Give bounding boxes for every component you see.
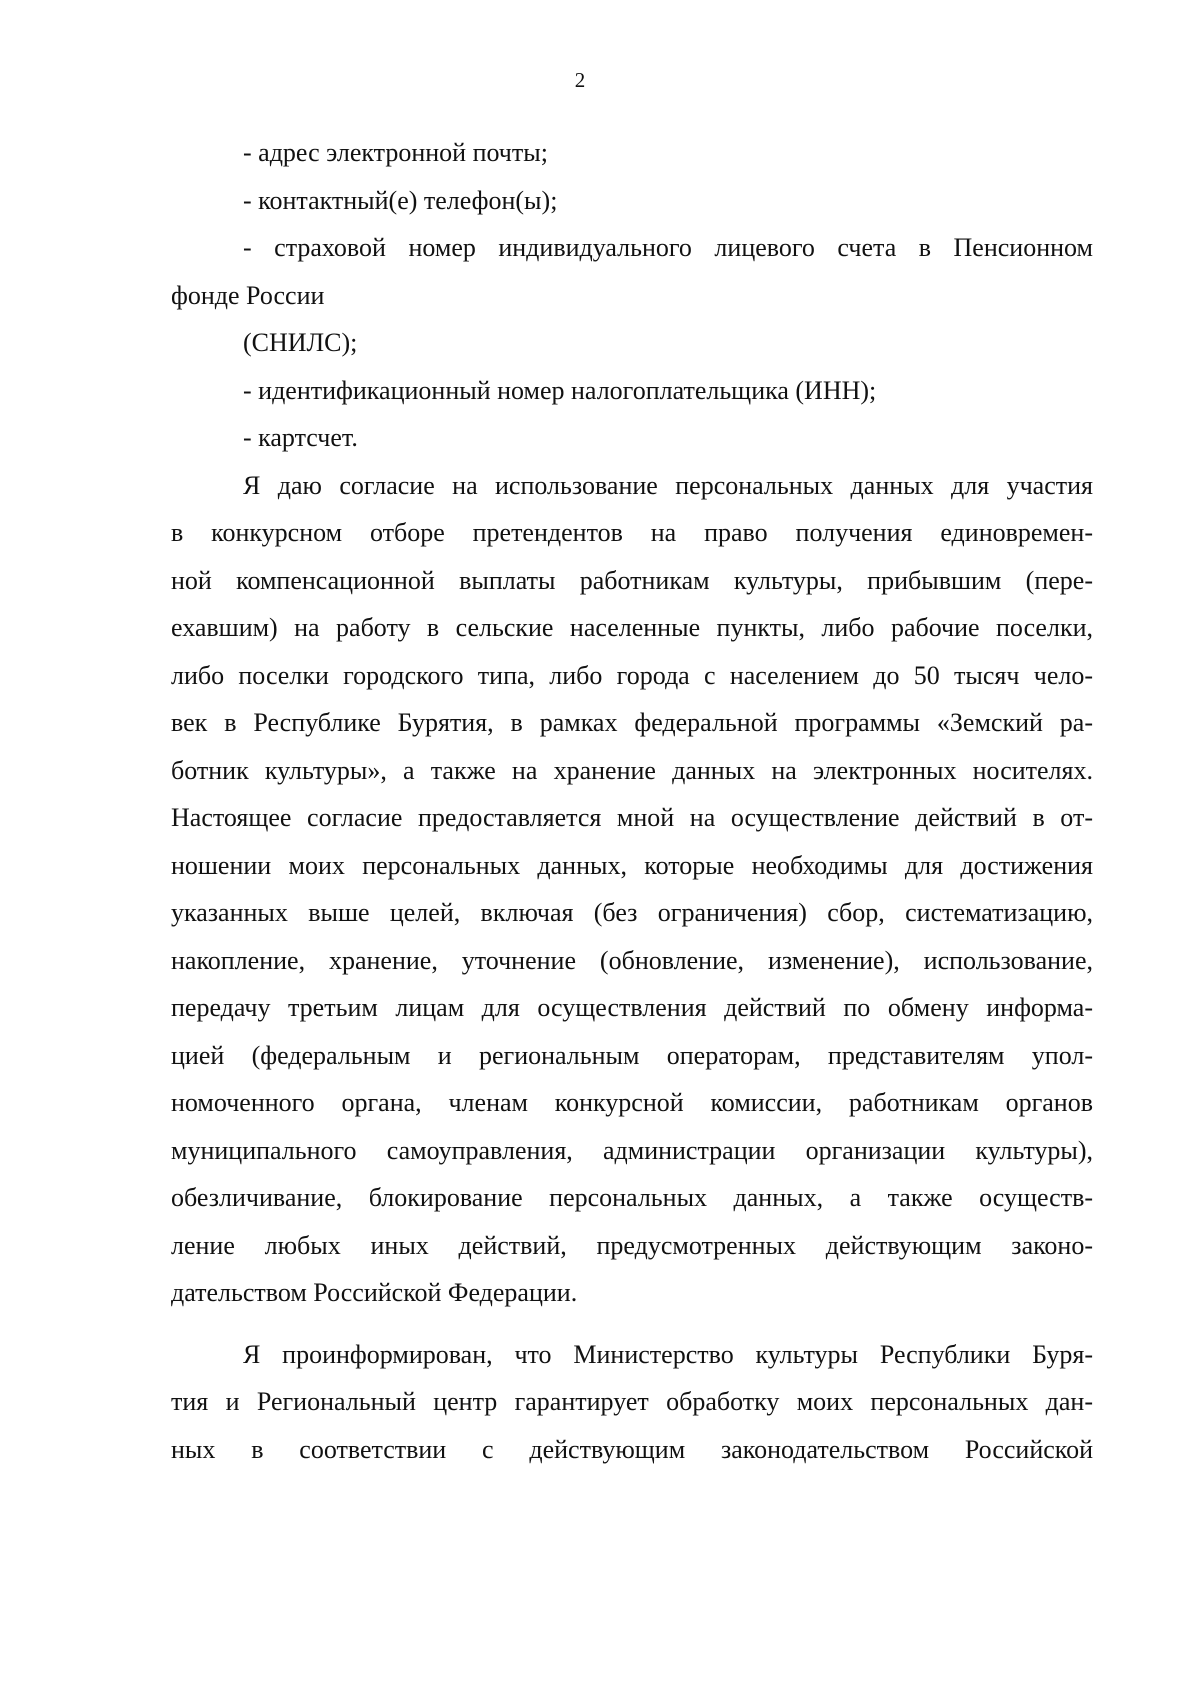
info-paragraph-line: ных в соответствии с действующим законодательством Российской: [171, 1434, 1093, 1464]
consent-paragraph-line: обезличивание, блокирование персональных данных, а также осуществ-: [171, 1183, 1093, 1212]
page-number: 2: [574, 68, 586, 92]
paragraph-gap: [171, 1317, 1093, 1331]
consent-paragraph-line: Настоящее согласие предоставляется мной на осуществление действий в от-: [171, 803, 1093, 832]
consent-paragraph-line: в конкурсном отборе претендентов на право получения единовремен-: [171, 518, 1093, 547]
consent-paragraph-line: муниципального самоуправления, администрации организации культуры),: [171, 1135, 1093, 1165]
consent-paragraph-line: передачу третьим лицам для осуществления действий по обмену информа-: [171, 993, 1093, 1022]
info-paragraph-line: тия и Региональный центр гарантирует обработку моих персональных дан-: [171, 1387, 1093, 1416]
consent-paragraph-line: цией (федеральным и региональным операторам, представителям упол-: [171, 1040, 1093, 1070]
consent-paragraph-line: ление любых иных действий, предусмотренных действующим законо-: [171, 1230, 1093, 1260]
consent-paragraph-line: век в Республике Бурятия, в рамках федеральной программы «Земский ра-: [171, 708, 1093, 737]
consent-paragraph-line: номоченного органа, членам конкурсной комиссии, работникам органов: [171, 1088, 1093, 1117]
list-item-snils-line2: фонде России: [171, 280, 325, 310]
consent-paragraph-line: указанных выше целей, включая (без ограничения) сбор, систематизацию,: [171, 898, 1093, 927]
list-item-phone: - контактный(е) телефон(ы);: [243, 185, 558, 215]
consent-paragraph-line: ной компенсационной выплаты работникам культуры, прибывшим (пере-: [171, 565, 1093, 595]
consent-paragraph-line: ботник культуры», а также на хранение данных на электронных носителях.: [171, 755, 1093, 785]
list-item-cardaccount: - картсчет.: [243, 423, 358, 452]
consent-paragraph-line: ношении моих персональных данных, которые необходимы для достижения: [171, 850, 1093, 880]
consent-paragraph-line: Я даю согласие на использование персональных данных для участия: [243, 470, 1093, 500]
consent-paragraph-line: накопление, хранение, уточнение (обновление, изменение), использование,: [171, 945, 1093, 975]
info-paragraph-line: Я проинформирован, что Министерство культуры Республики Буря-: [243, 1339, 1093, 1369]
document-body: [171, 129, 1093, 1473]
list-item-snils-line1: - страховой номер индивидуального лицевого счета в Пенсионном: [243, 233, 1093, 262]
list-item-snils-line3: (СНИЛС);: [243, 328, 358, 357]
consent-paragraph-line: ехавшим) на работу в сельские населенные пункты, либо рабочие поселки,: [171, 613, 1093, 642]
consent-paragraph-line: либо поселки городского типа, либо города с населением до 50 тысяч чело-: [171, 660, 1093, 690]
consent-paragraph-line: дательством Российской Федерации.: [171, 1278, 578, 1307]
list-item-inn: - идентификационный номер налогоплательщика (ИНН);: [243, 375, 877, 405]
list-item-email: - адрес электронной почты;: [243, 138, 548, 167]
